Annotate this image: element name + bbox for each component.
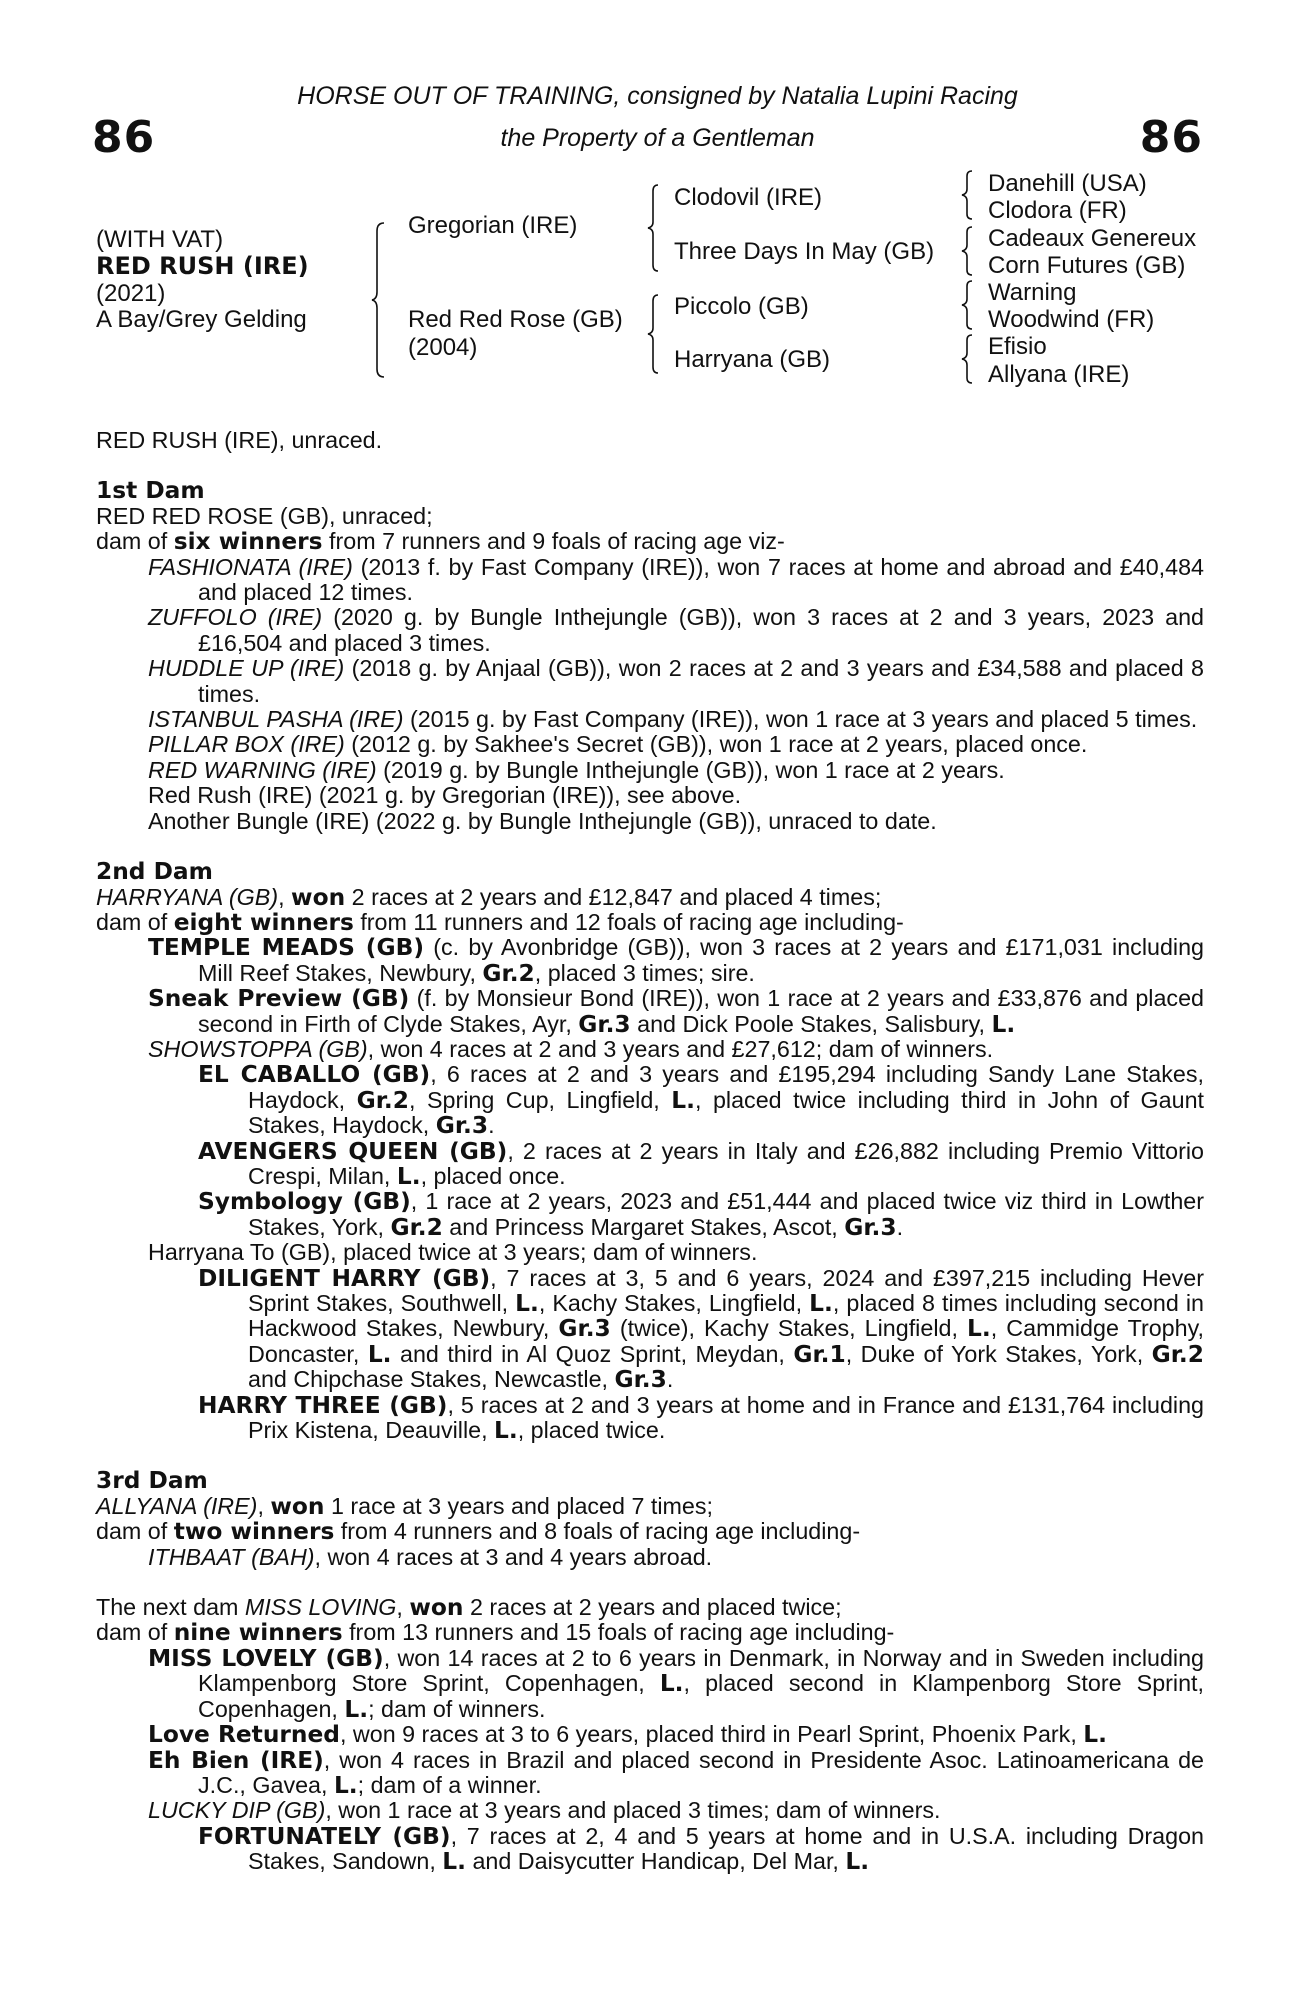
gg-dam-4: Allyana (IRE): [988, 361, 1130, 388]
progeny-item: Eh Bien (IRE), won 4 races in Brazil and placed second in Presidente Asoc. Latinoamericana de J.C., Gavea, L.; dam of a winner.: [148, 1746, 1204, 1799]
gg-sire-4: Efisio: [988, 333, 1047, 360]
sire-sire: Clodovil (IRE): [674, 184, 823, 211]
progeny-item: PILLAR BOX (IRE) (2012 g. by Sakhee's Secret (GB)), won 1 race at 2 years, placed once.: [148, 731, 1088, 758]
third-dam-heading: 3rd Dam: [96, 1467, 208, 1495]
lot-number-left: 86: [92, 112, 156, 163]
next-dam-produce: dam of nine winners from 13 runners and 15 foals of racing age including-: [96, 1619, 895, 1647]
progeny-item: Love Returned, won 9 races at 3 to 6 years, placed third in Pearl Sprint, Phoenix Park, L.: [148, 1721, 1107, 1749]
grand-progeny-item: EL CABALLO (GB), 6 races at 2 and 3 years and £195,294 including Sandy Lane Stakes, Haydock, Gr.2, Spring Cup, Lingfield, L., placed twice including third in John of Gaunt Stakes, Haydock, Gr.3.: [198, 1061, 1205, 1140]
progeny-item: HUDDLE UP (IRE) (2018 g. by Anjaal (GB)), won 2 races at 2 and 3 years and £34,588 and placed 8 times.: [148, 655, 1204, 707]
brace-dam: [648, 294, 662, 374]
progeny-item: TEMPLE MEADS (GB) (c. by Avonbridge (GB)), won 3 races at 2 years and £171,031 including Mill Reef Stakes, Newbury, Gr.2, placed 3 times; sire.: [148, 934, 1204, 987]
brace-g1: [962, 170, 976, 220]
horse-name: RED RUSH (IRE): [96, 252, 309, 280]
gg-sire-3: Warning: [988, 279, 1077, 306]
progeny-item: Another Bungle (IRE) (2022 g. by Bungle Inthejungle (GB)), unraced to date.: [148, 807, 937, 834]
grand-progeny-item: Symbology (GB), 1 race at 2 years, 2023 and £51,444 and placed twice viz third in Lowther Stakes, York, Gr.2 and Princess Margaret Stakes, Ascot, Gr.3.: [198, 1188, 1204, 1241]
sale-subtitle: the Property of a Gentleman: [500, 124, 815, 152]
progeny-item: Harryana To (GB), placed twice at 3 years; dam of winners.: [148, 1239, 758, 1266]
dam-year: (2004): [408, 334, 478, 361]
progeny-item: FASHIONATA (IRE) (2013 f. by Fast Company (IRE)), won 7 races at home and abroad and £40,484 and placed 12 times.: [148, 553, 1204, 606]
dam: Red Red Rose (GB): [408, 306, 623, 333]
grand-progeny-item: FORTUNATELY (GB), 7 races at 2, 4 and 5 years at home and in U.S.A. including Dragon Stakes, Sandown, L. and Daisycutter Handicap, Del Mar, L.: [198, 1822, 1204, 1876]
progeny-item: ITHBAAT (BAH), won 4 races at 3 and 4 years abroad.: [148, 1543, 713, 1570]
progeny-item: ZUFFOLO (IRE) (2020 g. by Bungle Inthejungle (GB)), won 3 races at 2 and 3 years, 2023 and £16,504 and placed 3 times.: [148, 604, 1204, 656]
second-dam-produce: dam of eight winners from 11 runners and 12 foals of racing age including-: [96, 908, 904, 936]
progeny-item: MISS LOVELY (GB), won 14 races at 2 to 6 years in Denmark, in Norway and in Sweden including Klampenborg Store Sprint, Copenhagen, L., placed second in Klampenborg Store Sprint, Copenhagen, L.; dam of winners.: [148, 1644, 1205, 1723]
grand-progeny-item: HARRY THREE (GB), 5 races at 2 and 3 years at home and in France and £131,764 including Prix Kistena, Deauville, L., placed twice.: [198, 1391, 1204, 1445]
brace-sire: [648, 184, 662, 272]
grand-progeny-item: AVENGERS QUEEN (GB), 2 races at 2 years in Italy and £26,882 including Premio Vittorio Crespi, Milan, L., placed once.: [198, 1137, 1205, 1190]
progeny-item: Red Rush (IRE) (2021 g. by Gregorian (IRE)), see above.: [148, 782, 742, 809]
second-dam-line: HARRYANA (GB), won 2 races at 2 years and £12,847 and placed 4 times;: [96, 883, 882, 911]
gg-sire-2: Cadeaux Genereux: [988, 225, 1197, 252]
sire-dam: Three Days In May (GB): [674, 238, 935, 265]
third-dam-produce: dam of two winners from 4 runners and 8 foals of racing age including-: [96, 1518, 861, 1546]
gg-sire-1: Danehill (USA): [988, 170, 1147, 197]
progeny-item: RED WARNING (IRE) (2019 g. by Bungle Inthejungle (GB)), won 1 race at 2 years.: [148, 756, 1005, 783]
second-dam-heading: 2nd Dam: [96, 858, 213, 886]
lot-number-right: 86: [1139, 112, 1203, 163]
vat-label: (WITH VAT): [96, 226, 224, 253]
gg-dam-3: Woodwind (FR): [988, 306, 1155, 333]
sire: Gregorian (IRE): [408, 212, 578, 239]
brace-g4: [962, 334, 976, 384]
horse-year: (2021): [96, 280, 166, 307]
first-dam-produce: dam of six winners from 7 runners and 9 foals of racing age viz-: [96, 528, 785, 556]
gg-dam-2: Corn Futures (GB): [988, 252, 1186, 279]
progeny-item: SHOWSTOPPA (GB), won 4 races at 2 and 3 years and £27,612; dam of winners.: [148, 1035, 994, 1062]
progeny-item: LUCKY DIP (GB), won 1 race at 3 years and placed 3 times; dam of winners.: [148, 1797, 941, 1824]
pedigree-notes: [96, 428, 1204, 1875]
race-record: RED RUSH (IRE), unraced.: [96, 427, 383, 453]
third-dam-line: ALLYANA (IRE), won 1 race at 3 years and placed 7 times;: [96, 1492, 714, 1520]
brace-g3: [962, 280, 976, 330]
grand-progeny-item: DILIGENT HARRY (GB), 7 races at 3, 5 and 6 years, 2024 and £397,215 including Hever Sprint Stakes, Southwell, L., Kachy Stakes, Lingfield, L., placed 8 times including second in Hackwood Stakes, Newbury, Gr.3 (twice), Kachy Stakes, Lingfield, L., Cammidge Trophy, Doncaster, L. and third in Al Quoz Sprint, Meydan, Gr.1, Duke of York Stakes, York, Gr.2 and Chipchase Stakes, Newcastle, Gr.3.: [198, 1264, 1205, 1394]
sale-title: HORSE OUT OF TRAINING, consigned by Natalia Lupini Racing: [297, 82, 1018, 110]
brace-main: [372, 222, 388, 378]
horse-description: A Bay/Grey Gelding: [96, 306, 307, 333]
gg-dam-1: Clodora (FR): [988, 197, 1127, 224]
next-dam-line: The next dam MISS LOVING, won 2 races at 2 years and placed twice;: [96, 1594, 842, 1622]
progeny-item: ISTANBUL PASHA (IRE) (2015 g. by Fast Company (IRE)), won 1 race at 3 years and placed 5 times.: [148, 706, 1198, 733]
first-dam-heading: 1st Dam: [96, 477, 205, 505]
first-dam-line: RED RED ROSE (GB), unraced;: [96, 502, 433, 529]
dam-sire: Piccolo (GB): [674, 293, 809, 320]
progeny-item: Sneak Preview (GB) (f. by Monsieur Bond (IRE)), won 1 race at 2 years and £33,876 and placed second in Firth of Clyde Stakes, Ayr, Gr.3 and Dick Poole Stakes, Salisbury, L.: [148, 985, 1204, 1038]
dam-dam: Harryana (GB): [674, 346, 831, 373]
brace-g2: [962, 226, 976, 276]
